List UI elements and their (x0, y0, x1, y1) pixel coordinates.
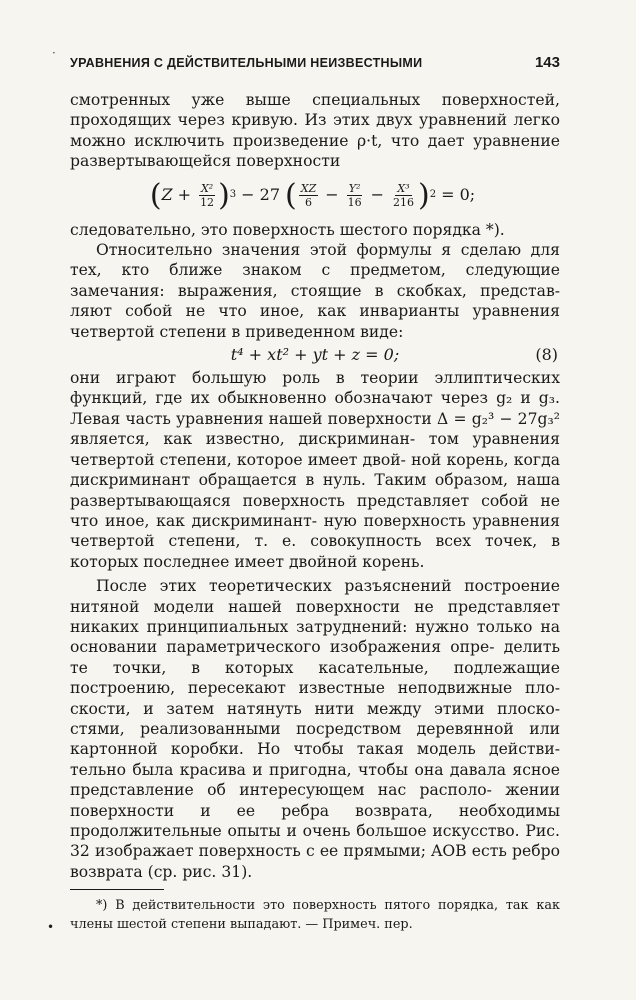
fraction-x2-12: $\frac{\text{X²}}{12}$ (200, 182, 215, 210)
footnote-line-2: как члены шестой степени выпадают. — Примеч. пер. (70, 898, 560, 932)
p1-line-3: легко можно исключить произведение ρ·t, что дает (70, 111, 560, 150)
formula-var-z: Z (161, 185, 173, 205)
p1-line-1: смотренных уже выше специальных поверхностей, (70, 91, 560, 109)
formula-developable-surface: ( Z + $\frac{\text{X²}}{12}$ ) 3 − 27 ( $\frac{XZ}{6}$ − $\frac{\text{Y²}}{16}$ − $\frac{\text{X³}}{216}$ ) 2 = 0; (149, 177, 476, 213)
exponent-3: 3 (229, 189, 237, 201)
equation-8 (70, 342, 560, 368)
equation-8-formula: t⁴ + xt² + yt + z = 0; (230, 344, 400, 364)
running-header (70, 54, 560, 71)
fraction-x3-216: $\frac{\text{X³}}{216}$ (393, 182, 415, 210)
p1-line-2: проходящих через кривую. Из этих двух уравнений (70, 111, 508, 130)
page-mark-dot: · (52, 46, 56, 60)
margin-bullet: • (47, 920, 55, 934)
footnote-divider (70, 889, 164, 890)
footnote (70, 896, 560, 934)
conclusion-line: следовательно, это поверхность шестого порядка *). (70, 220, 505, 239)
paragraph-2: Относительно значения этой формулы я сделаю для тех, кто ближе знаком с предметом, следующие замечания: выражения, стоящие в скобках, представ- ляют собой не что иное, как инварианты уравнения четвертой степени в приведенном виде: (70, 241, 560, 341)
fraction-y2-16: $\frac{\text{Y²}}{16}$ (347, 182, 362, 210)
fraction-xz-6: $\frac{XZ}{6}$ (300, 182, 317, 210)
coefficient-27: − 27 (241, 185, 281, 205)
equation-8-number: (8) (535, 344, 558, 364)
exponent-2: 2 (429, 189, 437, 201)
paragraph-3: они играют большую роль в теории эллиптических функций, где их обыкновенно обозначают через g₂ и g₃. Левая часть уравнения нашей поверхности Δ = g₂³ − 27g₃² является, как известно, дискриминан- том уравнения четвертой степени, которое имеет двой- ной корень, когда дискриминант обращается в нуль. Таким образом, наша развертывающаяся поверхность представляет собой не что иное, как дискриминант- ную поверхность уравнения четвертой степени, т. е. совокупность всех точек, в которых последнее имеет двойной корень. (70, 369, 560, 571)
paragraph-4: После этих теоретических разъяснений построение нитяной модели нашей поверхности не представляет никаких принципиальных затруднений: нужно только на основании параметрического изображения опре- делить те точки, в которых касательные, подлежащие построению, пересекают известные неподвижные пло- скости, и затем натянуть нити между этими плоско- стями, реализованными посредством деревянной или картонной коробки. Но чтобы такая модель действи- тельно была красива и пригодна, чтобы она давала ясное представление об интересующем нас располо- жении поверхности и ее ребра возврата, необходимы продолжительные опыты и очень большое искусство. Рис. 32 изображает поверхность с ее прямыми; AOB есть ребро возврата (ср. рис. 31). (70, 577, 561, 881)
page-number: 143 (534, 54, 560, 71)
formula-equals-zero: = 0; (441, 185, 476, 205)
paragraph-1 (70, 90, 560, 172)
p1-line-4: уравнение развертывающейся поверхности (70, 131, 560, 171)
main-text (70, 90, 560, 882)
footnote-line-1: *) В действительности это поверхность пятого порядка, так (96, 898, 529, 913)
running-title: УРАВНЕНИЯ С ДЕЙСТВИТЕЛЬНЫМИ НЕИЗВЕСТНЫМИ (70, 56, 423, 70)
